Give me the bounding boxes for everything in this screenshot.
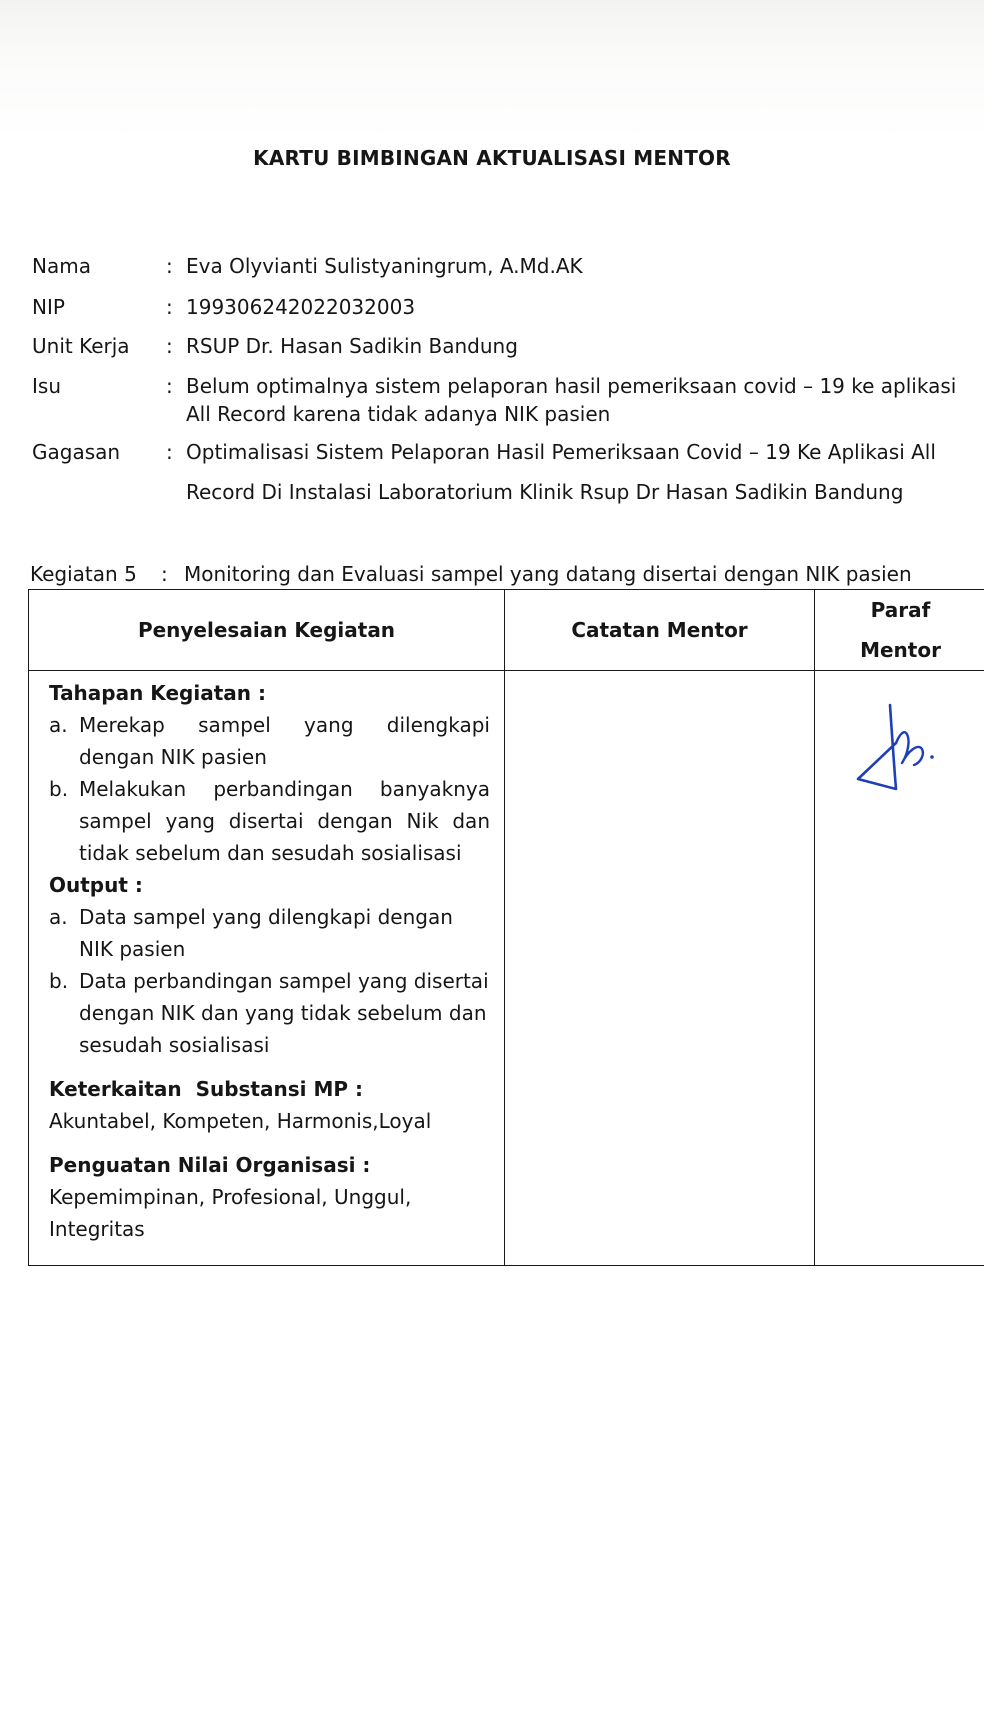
header-catatan-mentor: Catatan Mentor	[505, 590, 815, 671]
field-value-line: Optimalisasi Sistem Pelaporan Hasil Pemeriksaan Covid – 19 Ke Aplikasi All	[186, 440, 936, 464]
kegiatan-value: Monitoring dan Evaluasi sampel yang datang disertai dengan NIK pasien	[184, 562, 912, 586]
mentoring-table	[28, 589, 984, 1266]
header-penyelesaian: Penyelesaian Kegiatan	[29, 590, 505, 671]
header-paraf-mentor	[815, 590, 984, 671]
keterkaitan-title: Keterkaitan Substansi MP :	[49, 1077, 363, 1101]
field-value-line: Record Di Instalasi Laboratorium Klinik Rsup Dr Hasan Sadikin Bandung	[186, 480, 904, 504]
list-item-text: Data sampel yang dilengkapi dengan NIK pasien	[79, 905, 453, 961]
penguatan-value: Kepemimpinan, Profesional, Unggul, Integritas	[49, 1185, 412, 1241]
output-title: Output :	[49, 873, 143, 897]
list-item-marker: a.	[49, 713, 68, 737]
tahapan-title: Tahapan Kegiatan :	[49, 681, 266, 705]
field-value-line: Belum optimalnya sistem pelaporan hasil pemeriksaan covid – 19 ke aplikasi	[186, 374, 957, 398]
field-value: 199306242022032003	[186, 295, 416, 319]
field-value: RSUP Dr. Hasan Sadikin Bandung	[186, 334, 518, 358]
field-label: Gagasan	[32, 440, 121, 464]
list-item-marker: a.	[49, 905, 68, 929]
list-item-marker: b.	[49, 969, 69, 993]
catatan-mentor-cell[interactable]	[505, 671, 815, 1266]
penyelesaian-cell	[29, 671, 505, 1266]
list-item	[49, 965, 490, 1061]
list-item-text: Melakukan perbandingan banyaknya sampel yang disertai dengan Nik dan tidak sebelum dan sesudah sosialisasi	[79, 777, 490, 865]
field-value	[186, 372, 984, 428]
field-colon: :	[166, 254, 173, 278]
field-label: Unit Kerja	[32, 334, 130, 358]
list-item	[49, 901, 490, 965]
keterkaitan-value: Akuntabel, Kompeten, Harmonis,Loyal	[49, 1109, 432, 1133]
field-label: NIP	[32, 295, 65, 319]
field-colon: :	[166, 440, 173, 464]
field-value: Eva Olyvianti Sulistyaningrum, A.Md.AK	[186, 254, 583, 278]
field-label: Isu	[32, 374, 61, 398]
field-colon: :	[166, 334, 173, 358]
document-title: KARTU BIMBINGAN AKTUALISASI MENTOR	[253, 146, 731, 170]
list-item	[49, 709, 490, 773]
kegiatan-label: Kegiatan 5	[30, 562, 137, 586]
table-row	[29, 671, 984, 1266]
field-colon: :	[166, 295, 173, 319]
header-paraf-line: Paraf	[870, 598, 931, 622]
kegiatan-colon: :	[161, 562, 168, 586]
header-paraf-line: Mentor	[860, 638, 941, 662]
list-item-text: Data perbandingan sampel yang disertai dengan NIK dan yang tidak sebelum dan sesudah sosialisasi	[79, 969, 489, 1057]
list-item-marker: b.	[49, 777, 69, 801]
field-label: Nama	[32, 254, 91, 278]
table-header-row	[29, 590, 984, 671]
penguatan-title: Penguatan Nilai Organisasi :	[49, 1153, 371, 1177]
field-value-line: All Record karena tidak adanya NIK pasien	[186, 402, 611, 426]
paraf-mentor-cell	[815, 671, 984, 1266]
kegiatan-line	[30, 560, 912, 588]
field-colon: :	[166, 374, 173, 398]
signature-icon	[846, 685, 956, 805]
list-item	[49, 773, 490, 869]
list-item-text: Merekap sampel yang dilengkapi dengan NIK pasien	[79, 713, 490, 769]
field-value	[186, 432, 984, 512]
